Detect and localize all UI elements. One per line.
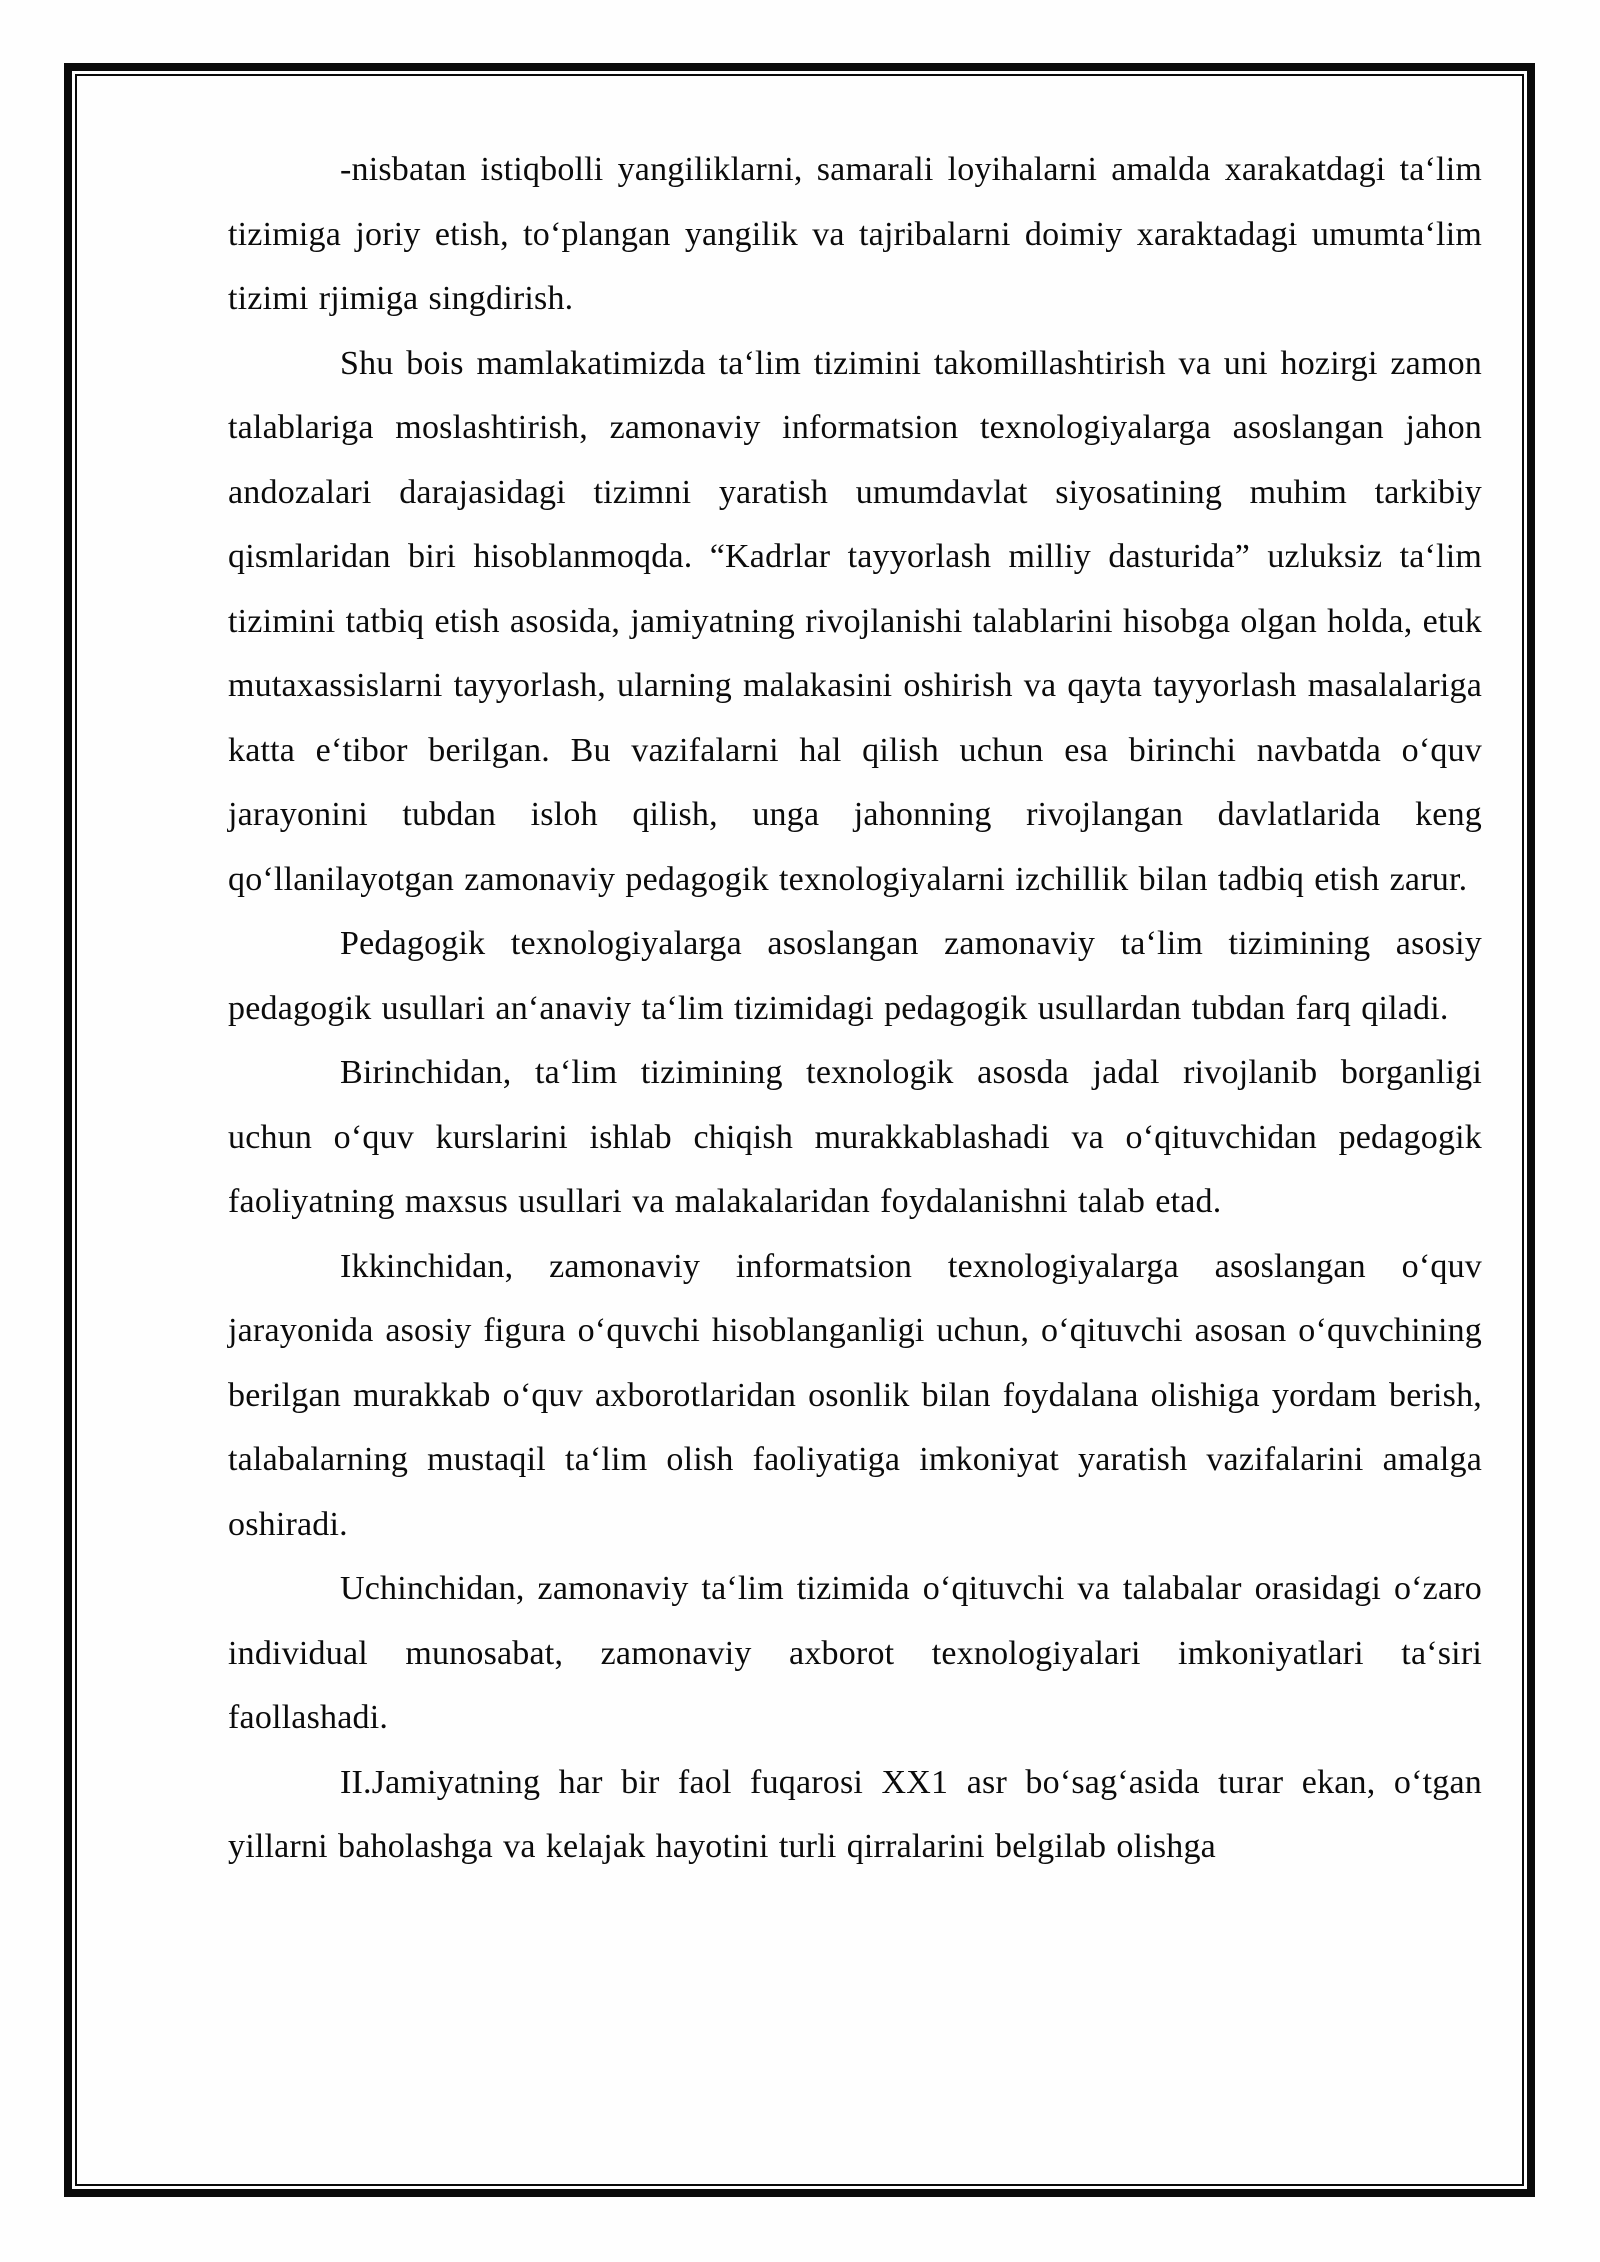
- paragraph-2: Shu bois mamlakatimizda ta‘lim tizimini takomillashtirish va uni hozirgi zamon talablariga moslashtirish, zamonaviy informatsion texnologiyalarga asoslangan jahon andozalari darajasidagi tizimni yaratish umumdavlat siyosatining muhim tarkibiy qismlaridan biri hisoblanmoqda. “Kadrlar tayyorlash milliy dasturida” uzluksiz ta‘lim tizimini tatbiq etish asosida, jamiyatning rivojlanishi talablarini hisobga olgan holda, etuk mutaxassislarni tayyorlash, ularning malakasini oshirish va qayta tayyorlash masalalariga katta e‘tibor berilgan. Bu vazifalarni hal qilish uchun esa birinchi navbatda o‘quv jarayonini tubdan isloh qilish, unga jahonning rivojlangan davlatlarida keng qo‘llanilayotgan zamonaviy pedagogik texnologiyalarni izchillik bilan tadbiq etish zarur.: [228, 344, 1482, 898]
- paragraph-1: -nisbatan istiqbolli yangiliklarni, samarali loyihalarni amalda xarakatdagi ta‘lim tizimiga joriy etish, to‘plangan yangilik va tajribalarni doimiy xaraktadagi umumta‘lim tizimi rjimiga singdirish.: [228, 151, 1482, 317]
- paragraph-6: Uchinchidan, zamonaviy ta‘lim tizimida o‘qituvchi va talabalar orasidagi o‘zaro individual munosabat, zamonaviy axborot texnologiyalari imkoniyatlari ta‘siri faollashadi.: [228, 1570, 1482, 1736]
- paragraph-5: Ikkinchidan, zamonaviy informatsion texnologiyalarga asoslangan o‘quv jarayonida asosiy figura o‘quvchi hisoblanganligi uchun, o‘qituvchi asosan o‘quvchining berilgan murakkab o‘quv axborotlaridan osonlik bilan foydalana olishiga yordam berish, talabalarning mustaqil ta‘lim olish faoliyatiga imkoniyat yaratish vazifalarini amalga oshiradi.: [228, 1247, 1482, 1543]
- paragraph-7: II.Jamiyatning har bir faol fuqarosi XX1 asr bo‘sag‘asida turar ekan, o‘tgan yillarni baholashga va kelajak hayotini turli qirralarini belgilab olishga: [228, 1763, 1482, 1865]
- paragraph-3: Pedagogik texnologiyalarga asoslangan zamonaviy ta‘lim tizimining asosiy pedagogik usullari an‘anaviy ta‘lim tizimidagi pedagogik usullardan tubdan farq qiladi.: [228, 925, 1482, 1027]
- paragraph-4: Birinchidan, ta‘lim tizimining texnologik asosda jadal rivojlanib borganligi uchun o‘quv kurslarini ishlab chiqish murakkablashadi va o‘qituvchidan pedagogik faoliyatning maxsus usullari va malakalaridan foydalanishni talab etad.: [228, 1054, 1482, 1220]
- page-text-block: [77, 76, 1522, 2184]
- page-border-inner-rule: [75, 74, 1524, 2186]
- page-border-frame: [64, 63, 1535, 2197]
